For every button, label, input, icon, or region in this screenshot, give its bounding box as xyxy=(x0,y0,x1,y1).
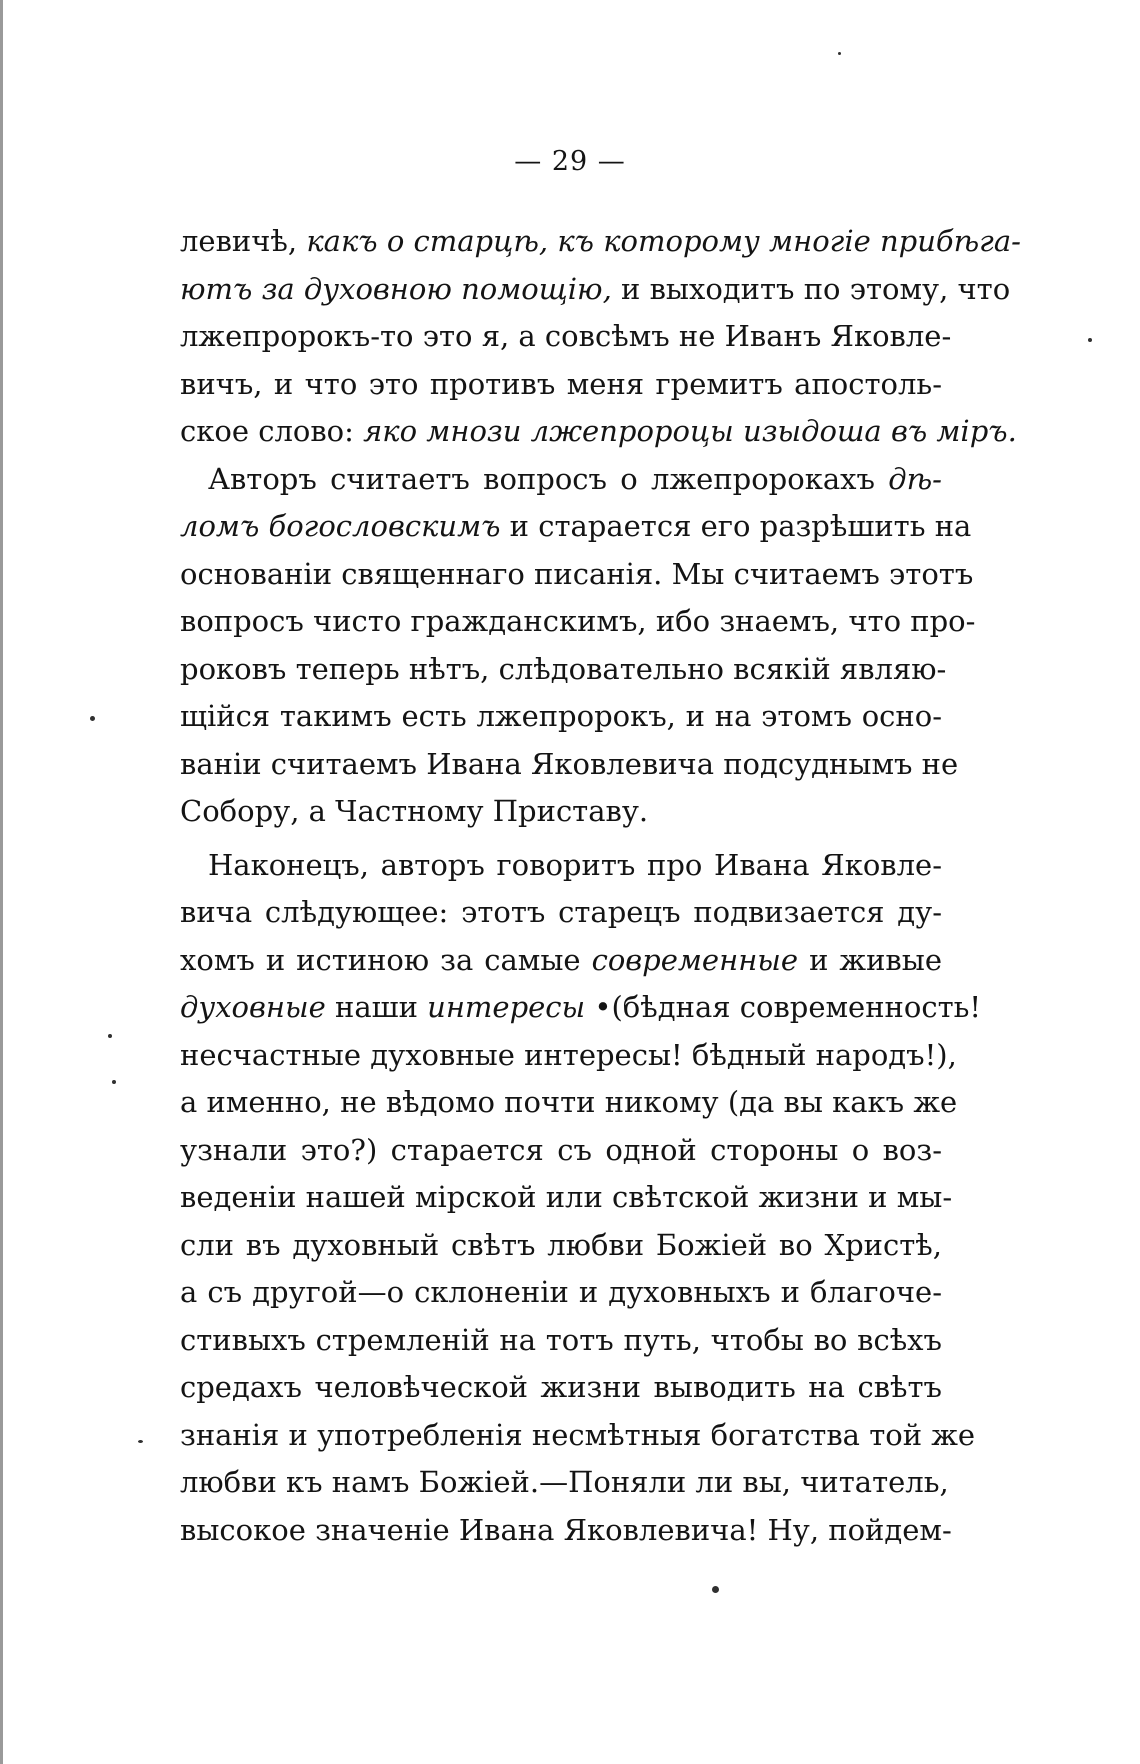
text-segment: вичъ, и что это противъ меня гремитъ апостоль- xyxy=(180,366,942,401)
text-segment: Собору, а Частному Приставу. xyxy=(180,794,649,828)
text-segment: а именно, не вѣдомо почти никому (да вы какъ же xyxy=(180,1085,958,1119)
text-segment: узнали это?) старается съ одной стороны о воз- xyxy=(180,1132,942,1167)
scan-speck xyxy=(138,1440,143,1443)
text-segment: стивыхъ стремленій на тотъ путь, чтобы во всѣхъ xyxy=(180,1322,942,1357)
italic-text-segment: какъ о старцѣ, къ которому многіе прибѣга- xyxy=(306,224,1021,258)
text-line xyxy=(180,313,952,361)
text-line xyxy=(180,937,942,985)
text-line xyxy=(180,984,982,1032)
italic-text-segment: дѣ- xyxy=(888,461,942,496)
text-segment: Наконецъ, авторъ говоритъ про Ивана Яковле- xyxy=(208,847,942,882)
text-segment: любви къ намъ Божіей.—Поняли ли вы, читатель, xyxy=(180,1465,949,1499)
text-segment: веденіи нашей мірской или свѣтской жизни и мы- xyxy=(180,1180,953,1214)
scan-speck xyxy=(712,1586,719,1593)
text-line xyxy=(180,361,942,409)
text-line xyxy=(180,1174,953,1222)
scan-speck xyxy=(1088,338,1092,342)
text-line xyxy=(180,1127,942,1175)
text-line xyxy=(180,1412,976,1460)
text-segment: вича слѣдующее: этотъ старецъ подвизается ду- xyxy=(180,895,942,929)
text-line xyxy=(180,788,942,836)
text-segment: сли въ духовный свѣтъ любви Божіей во Христѣ, xyxy=(180,1227,942,1262)
text-segment: ское слово: xyxy=(180,414,364,448)
italic-text-segment: яко мнози лжепророцы изыдоша въ міръ. xyxy=(363,414,1017,448)
text-line xyxy=(180,693,942,741)
text-line xyxy=(180,1032,957,1080)
text-line xyxy=(180,503,972,551)
page-edge-shadow xyxy=(0,0,3,1764)
italic-text-segment: ломъ богословскимъ xyxy=(180,509,501,543)
text-line xyxy=(180,741,959,789)
text-segment: левичѣ, xyxy=(180,224,307,258)
text-segment: •(бѣдная современность! xyxy=(585,990,982,1024)
text-line xyxy=(180,1364,942,1412)
text-segment: средахъ человѣческой жизни выводить на свѣтъ xyxy=(180,1370,942,1404)
text-line xyxy=(180,266,1011,314)
text-line xyxy=(180,408,1017,456)
text-segment: и живые xyxy=(798,942,942,977)
text-segment: вопросъ чисто гражданскимъ, ибо знаемъ, что про- xyxy=(180,604,976,638)
text-line xyxy=(180,218,1021,266)
text-line xyxy=(180,456,942,504)
body-text xyxy=(180,218,1021,1554)
text-line xyxy=(180,1269,942,1317)
text-line xyxy=(180,1222,942,1270)
text-line xyxy=(180,551,974,599)
text-segment: несчастные духовные интересы! бѣдный народъ!), xyxy=(180,1037,957,1072)
text-segment: основаніи священнаго писанія. Мы считаемъ этотъ xyxy=(180,556,974,591)
scan-speck xyxy=(90,716,95,721)
text-line xyxy=(180,889,942,937)
italic-text-segment: духовные xyxy=(180,990,326,1024)
text-segment: хомъ и истиною за самые xyxy=(180,942,592,977)
text-line xyxy=(180,1079,958,1127)
page-number: — 29 — xyxy=(514,146,626,177)
text-segment: высокое значеніе Ивана Яковлевича! Ну, пойдем- xyxy=(180,1512,952,1547)
text-segment: щійся такимъ есть лжепророкъ, и на этомъ осно- xyxy=(180,699,942,733)
text-line xyxy=(180,842,942,890)
italic-text-segment: интересы xyxy=(427,990,586,1024)
text-segment: а съ другой—о склоненіи и духовныхъ и благоче- xyxy=(180,1275,942,1309)
text-segment: Авторъ считаетъ вопросъ о лжепророкахъ xyxy=(208,461,889,496)
text-segment: лжепророкъ-то это я, а совсѣмъ не Иванъ Яковле- xyxy=(180,319,952,353)
text-segment: знанія и употребленія несмѣтныя богатства той же xyxy=(180,1417,976,1452)
text-segment: и выходитъ по этому, что xyxy=(611,271,1011,306)
text-line xyxy=(180,646,947,694)
text-line xyxy=(180,1317,942,1365)
scan-speck xyxy=(112,1080,116,1084)
text-line xyxy=(180,1459,949,1507)
text-line xyxy=(180,598,976,646)
scan-speck xyxy=(838,52,841,55)
italic-text-segment: современные xyxy=(591,942,799,977)
text-segment: наши xyxy=(325,990,428,1024)
text-line xyxy=(180,1507,952,1555)
scan-speck xyxy=(108,1034,112,1038)
italic-text-segment: ютъ за духовною помощію, xyxy=(180,271,612,306)
text-segment: ваніи считаемъ Ивана Яковлевича подсуднымъ не xyxy=(180,746,959,781)
text-segment: роковъ теперь нѣтъ, слѣдовательно всякій являю- xyxy=(180,651,947,686)
text-segment: и старается его разрѣшить на xyxy=(500,509,972,543)
